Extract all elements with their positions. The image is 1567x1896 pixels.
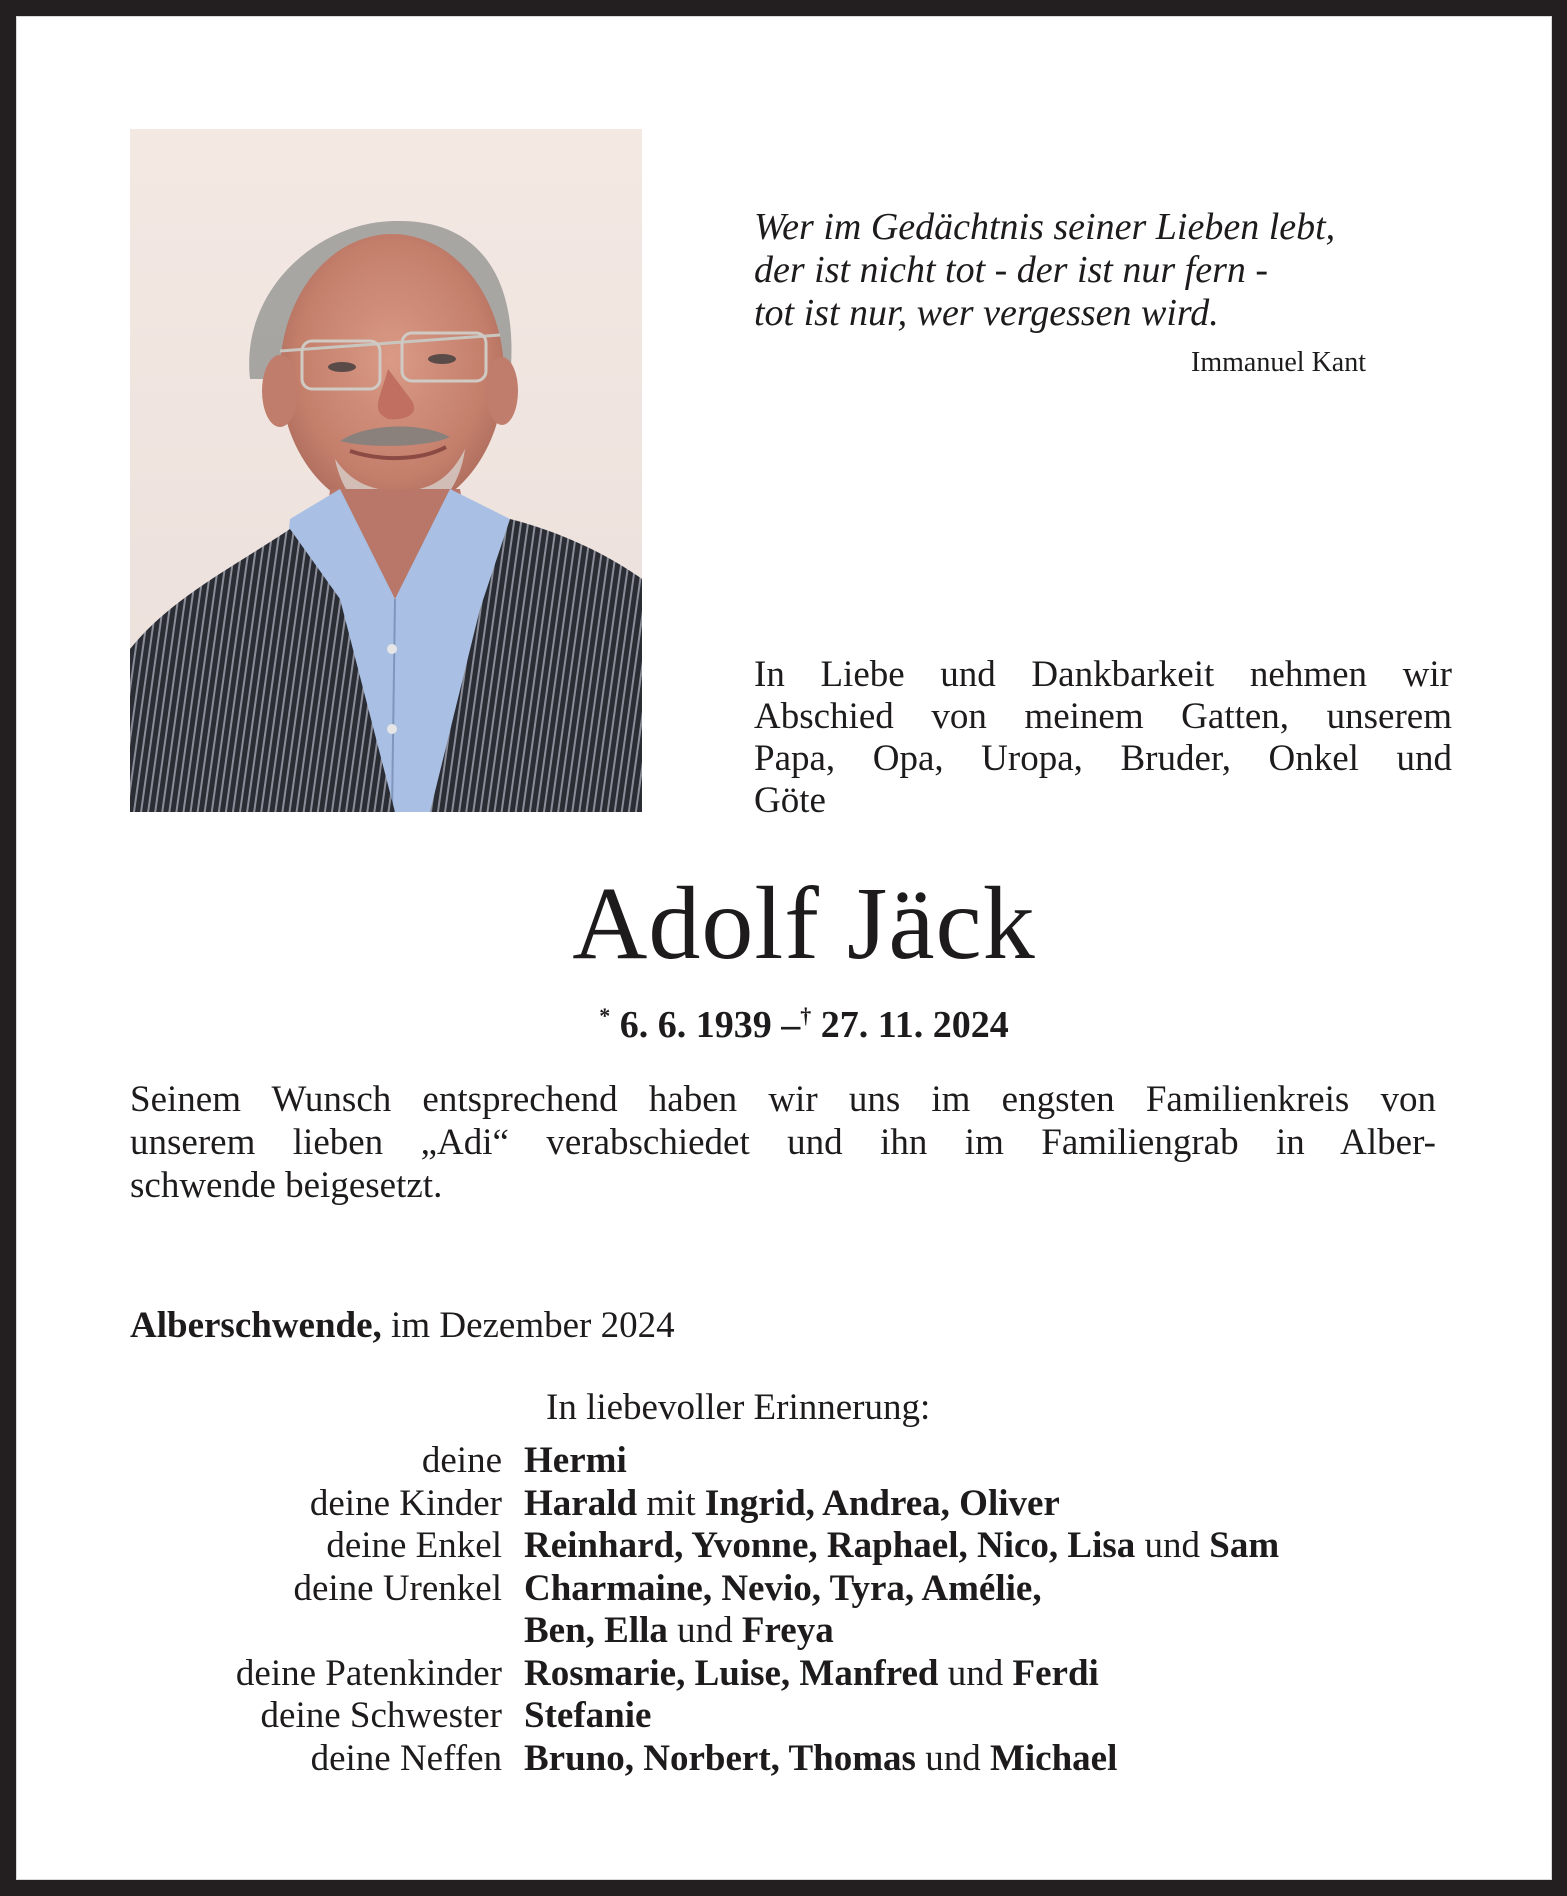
mourner-name: Michael bbox=[989, 1737, 1118, 1779]
mourner-row bbox=[16, 1610, 1552, 1653]
portrait-photo bbox=[130, 129, 642, 812]
death-date: 27. 11. 2024 bbox=[820, 1004, 1009, 1046]
quote-line: tot ist nur, wer vergessen wird. bbox=[754, 292, 1219, 334]
mourner-names bbox=[524, 1695, 651, 1738]
birth-date: 6. 6. 1939 bbox=[619, 1004, 772, 1046]
mourner-name: Ben, Ella bbox=[524, 1610, 668, 1651]
mourner-name: Bruno, Norbert, Thomas bbox=[524, 1737, 916, 1779]
portrait-photo-icon bbox=[130, 129, 642, 812]
mourner-name: Charmaine, Nevio, Tyra, Amélie, bbox=[524, 1567, 1042, 1609]
mourner-name: Rosmarie, Luise, Manfred bbox=[524, 1652, 939, 1694]
intro-line: Papa, Opa, Uropa, Bruder, Onkel und bbox=[754, 738, 1452, 779]
relation-label: deine Patenkinder bbox=[235, 1652, 502, 1694]
mourner-row bbox=[16, 1483, 1552, 1526]
connector-text: und bbox=[915, 1737, 990, 1779]
quote-line: der ist nicht tot - der ist nur fern - bbox=[754, 249, 1269, 291]
intro-line: Göte bbox=[754, 780, 826, 821]
place-and-date bbox=[130, 1304, 675, 1348]
body-line: Seinem Wunsch entsprechend haben wir uns im engsten Familienkreis von bbox=[130, 1079, 1436, 1120]
mourner-names bbox=[524, 1525, 1279, 1568]
relation-label: deine Neffen bbox=[310, 1737, 502, 1779]
notice-date: im Dezember 2024 bbox=[391, 1305, 675, 1346]
relation-label: deine Urenkel bbox=[293, 1567, 502, 1609]
mourner-name: Reinhard, Yvonne, Raphael, Nico, Lisa bbox=[524, 1525, 1136, 1566]
mourner-name: Hermi bbox=[524, 1440, 627, 1481]
mourner-row bbox=[16, 1568, 1552, 1611]
mourner-names bbox=[524, 1483, 1060, 1526]
body-line: unserem lieben „Adi“ verabschiedet und ihn im Familiengrab in Alber- bbox=[130, 1122, 1436, 1163]
mourner-name: Ferdi bbox=[1012, 1652, 1099, 1694]
death-cross-icon: † bbox=[800, 1003, 812, 1028]
relation-label: deine Enkel bbox=[326, 1525, 502, 1566]
mourner-name: Harald bbox=[524, 1482, 638, 1524]
mourner-name: Stefanie bbox=[524, 1695, 652, 1736]
mourner-row bbox=[16, 1695, 1552, 1738]
body-line: schwende beigesetzt. bbox=[130, 1165, 443, 1206]
mourner-names bbox=[524, 1440, 627, 1483]
mourner-names bbox=[524, 1610, 834, 1653]
mourners-list bbox=[16, 1440, 1552, 1780]
birth-star-icon: * bbox=[599, 1003, 611, 1028]
mourner-name: Ingrid, Andrea, Oliver bbox=[704, 1482, 1060, 1524]
intro-line: In Liebe und Dankbarkeit nehmen wir bbox=[754, 654, 1452, 695]
memorial-quote bbox=[754, 206, 1374, 335]
mourner-name: Freya bbox=[741, 1610, 834, 1651]
connector-text: und bbox=[938, 1652, 1013, 1694]
memory-heading: In liebevoller Erinnerung: bbox=[546, 1387, 931, 1428]
connector-text: und bbox=[667, 1610, 742, 1651]
life-dates bbox=[16, 994, 1552, 1047]
mourner-names bbox=[524, 1653, 1099, 1696]
place-name: Alberschwende, bbox=[130, 1305, 382, 1346]
mourner-row bbox=[16, 1525, 1552, 1568]
mourner-names bbox=[524, 1738, 1117, 1781]
relation-label: deine Kinder bbox=[309, 1482, 502, 1524]
obituary-page bbox=[16, 16, 1552, 1880]
intro-line: Abschied von meinem Gatten, unserem bbox=[754, 696, 1452, 737]
deceased-name: Adolf Jäck bbox=[572, 866, 1036, 981]
relation-label: deine bbox=[421, 1440, 502, 1481]
mourner-row bbox=[16, 1738, 1552, 1781]
intro-paragraph bbox=[754, 654, 1452, 822]
quote-author: Immanuel Kant bbox=[1191, 347, 1366, 378]
connector-text: und bbox=[1135, 1525, 1210, 1566]
connector-text: mit bbox=[637, 1482, 705, 1524]
quote-line: Wer im Gedächtnis seiner Lieben lebt, bbox=[754, 206, 1336, 248]
mourner-name: Sam bbox=[1209, 1525, 1280, 1566]
relation-label bbox=[16, 1610, 524, 1653]
relation-label: deine Schwester bbox=[260, 1695, 502, 1736]
mourner-row bbox=[16, 1653, 1552, 1696]
date-separator: – bbox=[781, 1004, 801, 1046]
mourner-names bbox=[524, 1568, 1042, 1611]
mourner-row bbox=[16, 1440, 1552, 1483]
funeral-notice-text bbox=[130, 1078, 1436, 1207]
